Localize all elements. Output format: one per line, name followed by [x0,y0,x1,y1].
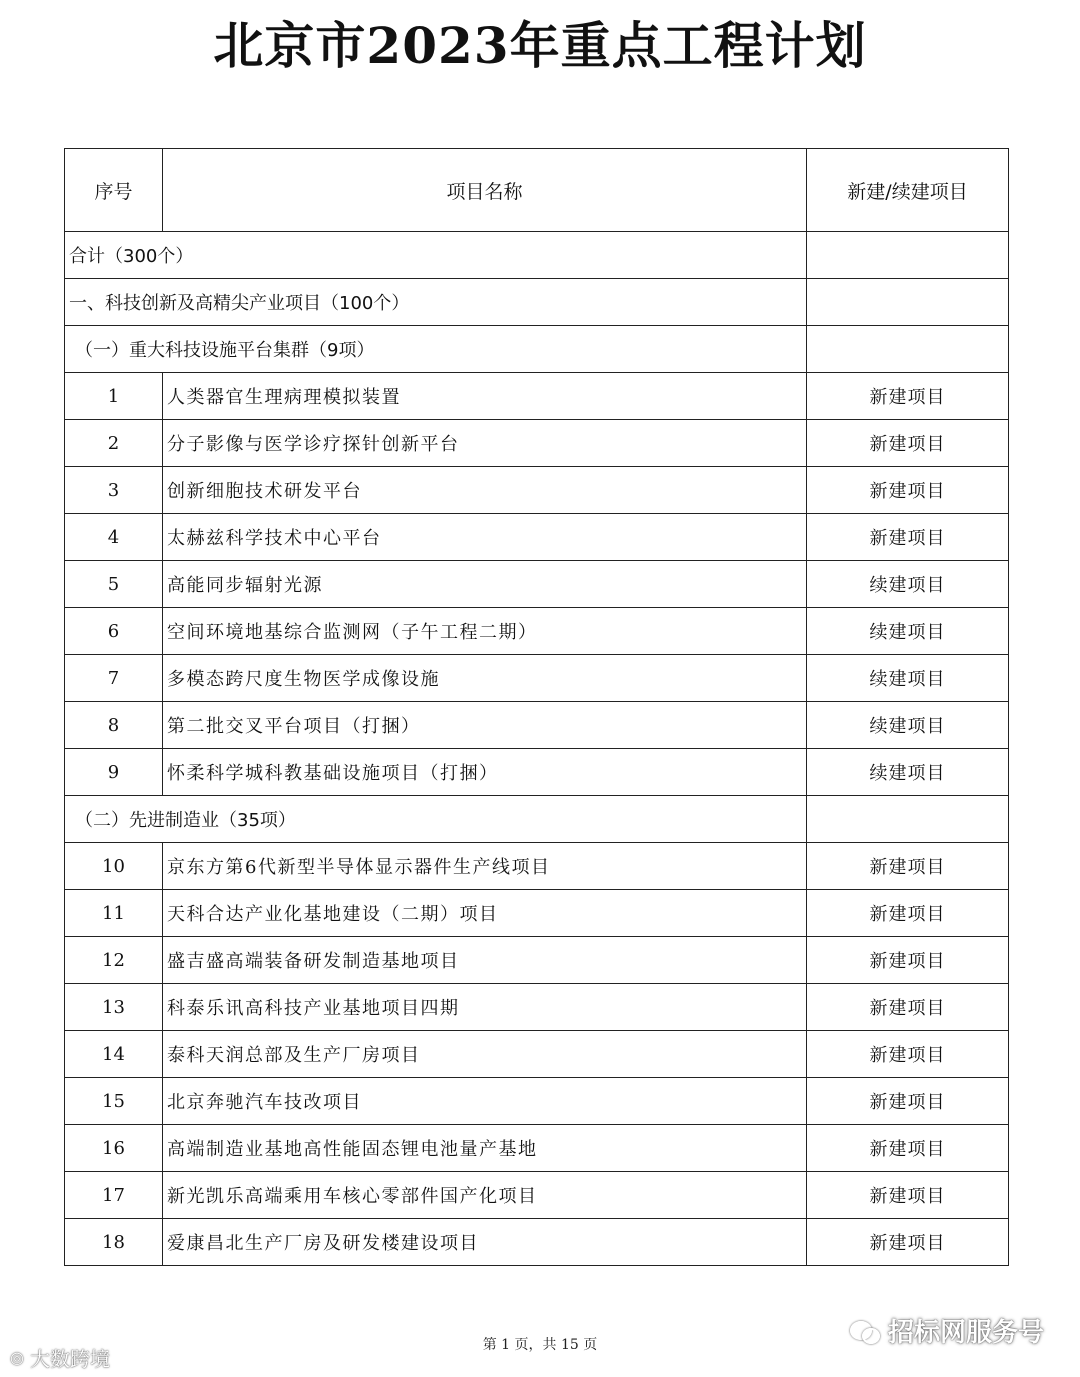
page-footer: 第 1 页，共 15 页 [482,1337,598,1353]
table-row [65,937,1009,984]
watermark-left [10,1343,110,1372]
row-name: 京东方第6代新型半导体显示器件生产线项目 [163,843,807,890]
page-title: 北京市2023年重点工程计划 [213,16,867,75]
row-status: 新建项目 [807,420,1009,467]
table-row [65,561,1009,608]
row-status: 续建项目 [807,655,1009,702]
row-status: 新建项目 [807,1125,1009,1172]
total-row [65,232,1009,279]
watermark-right [850,1312,1044,1349]
category-status [807,279,1009,326]
row-status: 新建项目 [807,890,1009,937]
header-status: 新建/续建项目 [807,149,1009,232]
subcategory-row [65,326,1009,373]
row-seq: 14 [65,1031,163,1078]
table-row [65,608,1009,655]
row-seq: 17 [65,1172,163,1219]
row-status: 新建项目 [807,984,1009,1031]
row-name: 高能同步辐射光源 [163,561,807,608]
row-seq: 1 [65,373,163,420]
row-name: 新光凯乐高端乘用车核心零部件国产化项目 [163,1172,807,1219]
row-seq: 16 [65,1125,163,1172]
row-name: 分子影像与医学诊疗探针创新平台 [163,420,807,467]
row-status: 续建项目 [807,561,1009,608]
table-row [65,702,1009,749]
row-name: 创新细胞技术研发平台 [163,467,807,514]
subcategory-status [807,326,1009,373]
table-row [65,1078,1009,1125]
table-row [65,1125,1009,1172]
table-row [65,514,1009,561]
row-name: 北京奔驰汽车技改项目 [163,1078,807,1125]
row-name: 天科合达产业化基地建设（二期）项目 [163,890,807,937]
row-status: 新建项目 [807,514,1009,561]
wechat-icon [850,1319,880,1343]
total-label: 合计（300个） [65,232,807,279]
category-row [65,279,1009,326]
row-name: 泰科天润总部及生产厂房项目 [163,1031,807,1078]
row-seq: 6 [65,608,163,655]
row-name: 科泰乐讯高科技产业基地项目四期 [163,984,807,1031]
row-seq: 18 [65,1219,163,1266]
row-status: 新建项目 [807,1219,1009,1266]
table-row [65,467,1009,514]
table-row [65,373,1009,420]
row-seq: 9 [65,749,163,796]
row-name: 高端制造业基地高性能固态锂电池量产基地 [163,1125,807,1172]
row-status: 新建项目 [807,1031,1009,1078]
header-seq: 序号 [65,149,163,232]
row-seq: 4 [65,514,163,561]
row-name: 盛吉盛高端装备研发制造基地项目 [163,937,807,984]
subcategory-row [65,796,1009,843]
row-status: 新建项目 [807,1078,1009,1125]
row-status: 新建项目 [807,843,1009,890]
category-label: 一、科技创新及高精尖产业项目（100个） [65,279,807,326]
row-seq: 13 [65,984,163,1031]
header-name: 项目名称 [163,149,807,232]
subcategory-status [807,796,1009,843]
project-table [64,148,1009,1266]
table-row [65,1219,1009,1266]
row-seq: 8 [65,702,163,749]
row-name: 太赫兹科学技术中心平台 [163,514,807,561]
row-status: 新建项目 [807,373,1009,420]
row-name: 多模态跨尺度生物医学成像设施 [163,655,807,702]
row-name: 爱康昌北生产厂房及研发楼建设项目 [163,1219,807,1266]
watermark-left-text: 大数跨境 [29,1347,110,1371]
row-seq: 15 [65,1078,163,1125]
row-name: 空间环境地基综合监测网（子午工程二期） [163,608,807,655]
watermark-right-text: 招标网服务号 [887,1318,1044,1348]
row-status: 续建项目 [807,749,1009,796]
row-status: 续建项目 [807,608,1009,655]
table-row [65,984,1009,1031]
row-seq: 10 [65,843,163,890]
table-row [65,655,1009,702]
table-row [65,1172,1009,1219]
row-seq: 12 [65,937,163,984]
table-row [65,1031,1009,1078]
row-seq: 2 [65,420,163,467]
table-row [65,890,1009,937]
row-status: 新建项目 [807,1172,1009,1219]
row-name: 第二批交叉平台项目（打捆） [163,702,807,749]
row-status: 新建项目 [807,467,1009,514]
total-status [807,232,1009,279]
subcategory-label: （二）先进制造业（35项） [65,796,807,843]
table-row [65,420,1009,467]
table-row [65,843,1009,890]
row-seq: 7 [65,655,163,702]
row-seq: 5 [65,561,163,608]
row-name: 人类器官生理病理模拟装置 [163,373,807,420]
row-seq: 11 [65,890,163,937]
watermark-logo-icon: ◎ [10,1348,24,1367]
row-status: 新建项目 [807,937,1009,984]
row-name: 怀柔科学城科教基础设施项目（打捆） [163,749,807,796]
table-header-row [65,149,1009,232]
table-row [65,749,1009,796]
subcategory-label: （一）重大科技设施平台集群（9项） [65,326,807,373]
row-status: 续建项目 [807,702,1009,749]
row-seq: 3 [65,467,163,514]
